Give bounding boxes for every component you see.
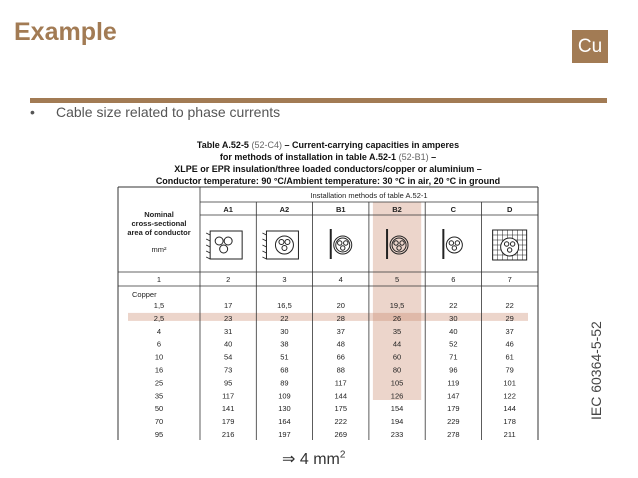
column-number: 3 [282,275,287,284]
row-value: 22 [280,313,289,323]
row-value: 147 [447,391,460,401]
installation-a1-icon [206,231,242,259]
row-value: 95 [223,378,233,388]
caption-methods-ref: (52-B1) [398,152,429,162]
row-value: 79 [505,365,514,375]
row-value: 26 [392,313,402,323]
caption-methods: for methods of installation in table A.52-1 [219,152,397,162]
row-value: 144 [503,404,516,414]
column-number: 4 [338,275,343,284]
table-caption-line-3: XLPE or EPR insulation/three loaded conductors/copper or aluminium – [174,164,482,174]
row-size: 4 [156,326,162,336]
row-value: 105 [390,378,404,388]
column-number: 5 [394,275,400,284]
row-value: 178 [503,417,516,427]
row-size: 1,5 [153,301,165,310]
row-value: 269 [334,430,348,439]
row-value: 17 [223,301,233,310]
row-value: 60 [392,352,402,362]
row-value: 130 [278,404,291,414]
row-value: 37 [505,326,514,336]
iec-standard-label: IEC 60364-5-52 [588,321,604,420]
column-number: 2 [226,275,231,284]
row-value: 109 [278,391,291,401]
row-value: 35 [392,326,402,336]
row-value: 37 [336,326,345,336]
row-value: 233 [390,430,404,439]
row-value: 73 [223,365,233,375]
row-value: 80 [392,365,402,375]
row-value: 179 [221,417,235,427]
row-value: 229 [447,417,460,427]
row-value: 30 [280,326,289,336]
row-value: 54 [223,352,233,362]
highlight-row-1-5 [128,313,528,321]
row-size: 95 [154,430,164,439]
row-value: 46 [505,339,514,349]
column-number: 6 [451,275,456,284]
row-value: 40 [449,326,458,336]
row-value: 122 [503,391,516,401]
installation-c-icon [443,229,462,259]
row-value: 23 [223,313,233,323]
row-value: 101 [503,378,516,388]
row-value: 89 [280,378,289,388]
row-value: 38 [280,339,289,349]
row-value: 19,5 [389,301,405,310]
row-size: 10 [154,352,164,362]
column-number: 1 [156,275,162,284]
slide-title: Example [14,18,117,46]
material-label: Copper [132,290,157,299]
row-value: 66 [336,352,345,362]
copper-badge: Cu [572,30,608,63]
row-value: 96 [449,365,458,375]
installation-d-icon [493,230,527,260]
bullet-marker: • [30,104,35,120]
row-value: 48 [336,339,345,349]
installation-icons [206,229,527,260]
row-value: 22 [449,301,458,310]
row-value: 117 [222,391,235,401]
row-size: 16 [154,365,164,375]
caption-dash: – [431,152,437,162]
row-value: 175 [334,404,348,414]
result-label [282,449,345,469]
method-header-b2: B2 [392,205,402,214]
row-value: 141 [221,404,235,414]
size-header-line: cross-sectional [131,219,187,228]
result-unit-exponent: 2 [339,449,346,461]
method-header-b1: B1 [335,205,346,214]
row-value: 164 [278,417,291,427]
row-value: 28 [336,313,345,323]
row-value: 154 [390,404,404,414]
row-value: 119 [447,378,460,388]
row-size: 2,5 [153,313,165,323]
row-value: 52 [449,339,458,349]
row-size: 25 [154,378,164,388]
size-header-line: mm² [151,245,167,254]
row-value: 51 [280,352,289,362]
row-value: 222 [334,417,348,427]
caption-table-desc: – Current-carrying capacities in amperes [284,140,460,150]
caption-table-id: Table A.52-5 [196,140,249,150]
row-value: 16,5 [277,301,292,310]
method-header-c: C [450,205,457,214]
table-caption-line-4: Conductor temperature: 90 °C/Ambient temperature: 30 °C in air, 20 °C in ground [155,176,501,186]
row-value: 31 [223,326,233,336]
row-value: 61 [505,352,514,362]
group-header: Installation methods of table A.52-1 [310,191,428,200]
row-value: 44 [392,339,402,349]
row-value: 126 [390,391,404,401]
bullet-text: Cable size related to phase currents [56,104,281,120]
row-value: 278 [447,430,460,439]
method-header-d: D [506,205,513,214]
installation-a2-icon [262,231,298,259]
size-header-line: area of conductor [127,228,191,237]
row-value: 197 [278,430,291,439]
row-size: 50 [154,404,164,414]
result-value: 4 mm [299,451,340,468]
row-value: 22 [505,301,514,310]
row-size: 6 [156,339,162,349]
result-arrow: ⇒ [282,451,296,468]
row-value: 40 [223,339,233,349]
row-value: 30 [449,313,458,323]
size-header-line: Nominal [144,210,174,219]
row-value: 29 [505,313,514,323]
row-value: 144 [334,391,348,401]
row-value: 88 [336,365,345,375]
row-value: 71 [449,352,458,362]
row-value: 179 [447,404,460,414]
row-value: 194 [390,417,404,427]
method-header-a1: A1 [223,205,233,214]
row-value: 68 [280,365,289,375]
row-value: 211 [503,430,516,439]
column-number: 7 [507,275,512,284]
caption-table-ref: (52-C4) [251,140,282,150]
row-size: 70 [154,417,164,427]
installation-b1-icon [331,229,352,259]
row-value: 117 [334,378,347,388]
row-value: 216 [221,430,235,439]
row-size: 35 [154,391,164,401]
method-header-a2: A2 [279,205,290,214]
row-value: 20 [336,301,345,310]
